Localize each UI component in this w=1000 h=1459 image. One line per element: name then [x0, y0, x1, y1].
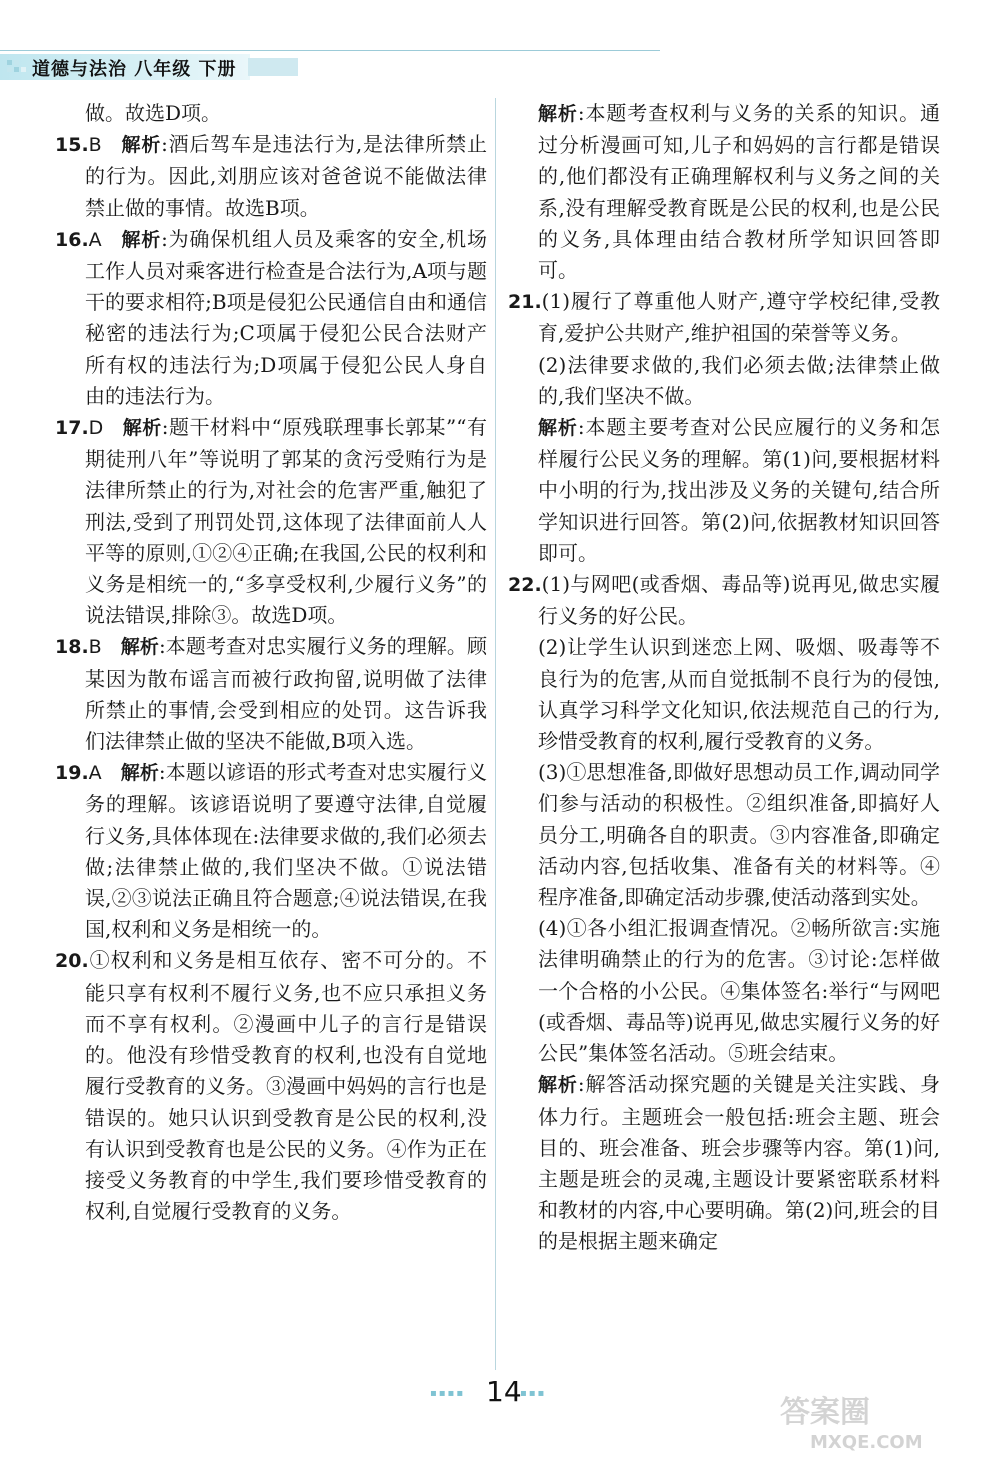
answer-entry	[55, 757, 487, 945]
question-number: 20.	[55, 950, 89, 973]
question-number: 19.	[55, 762, 89, 785]
answer-text: (1)与网吧(或香烟、毒品等)说再见,做忠实履行义务的好公民。	[538, 572, 940, 629]
answer-text: (4)①各小组汇报调查情况。②畅所欲言:实施法律明确禁止的行为的危害。③讨论:怎样做一个合格的小公民。④集体签名:举行“与网吧(或香烟、毒品等)说再见,做忠实履行义务的好公民”集体签名活动。⑤班会结束。	[538, 916, 940, 1066]
answer-text: (2)让学生认识到迷恋上网、吸烟、吸毒等不良行为的危害,从而自觉抵制不良行为的侵蚀,认真学习科学文化知识,依法规范自己的行为,珍惜受教育的权利,履行受教育的义务。	[538, 635, 940, 754]
analysis-label: 解析	[538, 1074, 578, 1097]
analysis-label: 解析	[120, 134, 162, 157]
footer-decoration-right: ▪▪▪	[520, 1388, 547, 1399]
answer-entry	[55, 129, 487, 224]
analysis-label: 解析	[538, 417, 578, 440]
answer-letter: A	[88, 762, 121, 785]
answer-letter: B	[88, 134, 121, 157]
right-column	[508, 98, 940, 1258]
answer-text: 做。故选D项。	[85, 101, 222, 125]
answer-entry	[508, 913, 940, 1069]
answer-text: :本题考查权利与义务的关系的知识。通过分析漫画可知,儿子和妈妈的言行都是错误的,他们都没有正确理解权利与义务之间的关系,没有理解受教育既是公民的权利,也是公民的义务,具体理由结合教材所学知识回答即可。	[538, 101, 940, 283]
analysis-label: 解析	[120, 228, 162, 251]
answer-text: (2)法律要求做的,我们必须去做;法律禁止做的,我们坚决不做。	[538, 352, 940, 408]
page-header	[0, 44, 660, 90]
watermark-logo	[770, 1390, 990, 1455]
answer-text: (1)履行了尊重他人财产,遵守学校纪律,受教育,爱护公共财产,维护祖国的荣誉等义务。	[538, 289, 940, 346]
page-title: 道德与法治 八年级 下册	[32, 59, 237, 80]
answer-entry	[508, 569, 940, 632]
answer-entry	[508, 350, 940, 412]
header-rule	[0, 50, 660, 51]
header-decoration-icon	[6, 58, 28, 78]
answer-entry	[508, 286, 940, 349]
answer-entry	[508, 1069, 940, 1257]
svg-text:答案圈: 答案圈	[780, 1395, 870, 1430]
svg-text:MXQE.COM: MXQE.COM	[810, 1432, 923, 1453]
answer-entry	[55, 945, 487, 1227]
analysis-label: 解析	[122, 417, 162, 440]
analysis-label: 解析	[120, 636, 159, 659]
answer-letter: A	[88, 228, 121, 251]
answer-text: ①权利和义务是相互依存、密不可分的。不能只享有权利不履行义务,也不应只承担义务而不享有权利。②漫画中儿子的言行是错误的。他没有珍惜受教育的权利,也没有自觉地履行受教育的义务。③漫画中妈妈的言行也是错误的。她只认识到受教育是公民的权利,没有认识到受教育也是公民的义务。④作为正在接受义务教育的中学生,我们要珍惜受教育的权利,自觉履行受教育的义务。	[85, 948, 487, 1224]
answer-entry	[55, 412, 487, 631]
answer-text: :本题主要考查对公民应履行的义务和怎样履行公民义务的理解。第(1)问,要根据材料中小明的行为,找出涉及义务的关键句,结合所学知识进行回答。第(2)问,依据教材知识回答即可。	[538, 415, 940, 565]
answer-letter: B	[88, 636, 121, 659]
footer-decoration-left: ▪▪▪▪	[430, 1388, 466, 1399]
left-column	[55, 98, 487, 1227]
answer-entry	[55, 98, 487, 129]
answer-text: :题干材料中“原残联理事长郭某”“有期徒刑八年”等说明了郭某的贪污受贿行为是法律所禁止的行为,对社会的危害严重,触犯了刑法,受到了刑罚处罚,这体现了法律面前人人平等的原则,①②④正确;在我国,公民的权利和义务是相统一的,“多享受权利,少履行义务”的说法错误,排除③。故选D项。	[85, 415, 487, 628]
answer-text: :酒后驾车是违法行为,是法律所禁止的行为。因此,刘朋应该对爸爸说不能做法律禁止做的事情。故选B项。	[85, 132, 487, 220]
answer-text: :本题以谚语的形式考查对忠实履行义务的理解。该谚语说明了要遵守法律,自觉履行义务,具体体现在:法律要求做的,我们必须去做;法律禁止做的,我们坚决不做。①说法错误,②③说法正确且符合题意;④说法错误,在我国,权利和义务是相统一的。	[85, 760, 487, 942]
question-number: 16.	[55, 228, 89, 251]
answer-letter: D	[88, 417, 123, 440]
page-number: 14	[486, 1375, 522, 1408]
question-number: 21.	[508, 291, 542, 314]
answer-entry	[55, 224, 487, 412]
answer-entry	[508, 632, 940, 757]
answer-entry	[55, 631, 487, 757]
answer-entry	[508, 412, 940, 569]
answer-entry	[508, 757, 940, 913]
header-band-tail	[248, 58, 298, 76]
answer-entry	[508, 98, 940, 286]
analysis-label: 解析	[120, 762, 159, 785]
answer-text: :本题考查对忠实履行义务的理解。顾某因为散布谣言而被行政拘留,说明做了法律所禁止的事情,会受到相应的处罚。这告诉我们法律禁止做的坚决不能做,B项入选。	[85, 634, 487, 754]
question-number: 15.	[55, 134, 89, 157]
question-number: 17.	[55, 417, 89, 440]
answer-text: :为确保机组人员及乘客的安全,机场工作人员对乘客进行检查是合法行为,A项与题干的要求相符;B项是侵犯公民通信自由和通信秘密的违法行为;C项属于侵犯公民合法财产所有权的违法行为;D项属于侵犯公民人身自由的违法行为。	[85, 226, 487, 408]
answer-text: (3)①思想准备,即做好思想动员工作,调动同学们参与活动的积极性。②组织准备,即搞好人员分工,明确各自的职责。③内容准备,即确定活动内容,包括收集、准备有关的材料等。④程序准备,即确定活动步骤,使活动落到实处。	[538, 760, 940, 910]
question-number: 18.	[55, 636, 89, 659]
analysis-label: 解析	[538, 103, 578, 125]
column-divider	[495, 98, 496, 1370]
question-number: 22.	[508, 574, 542, 597]
answer-text: :解答活动探究题的关键是关注实践、身体力行。主题班会一般包括:班会主题、班会目的、班会准备、班会步骤等内容。第(1)问,主题是班会的灵魂,主题设计要紧密联系材料和教材的内容,中心要明确。第(2)问,班会的目的是根据主题来确定	[538, 1072, 940, 1254]
